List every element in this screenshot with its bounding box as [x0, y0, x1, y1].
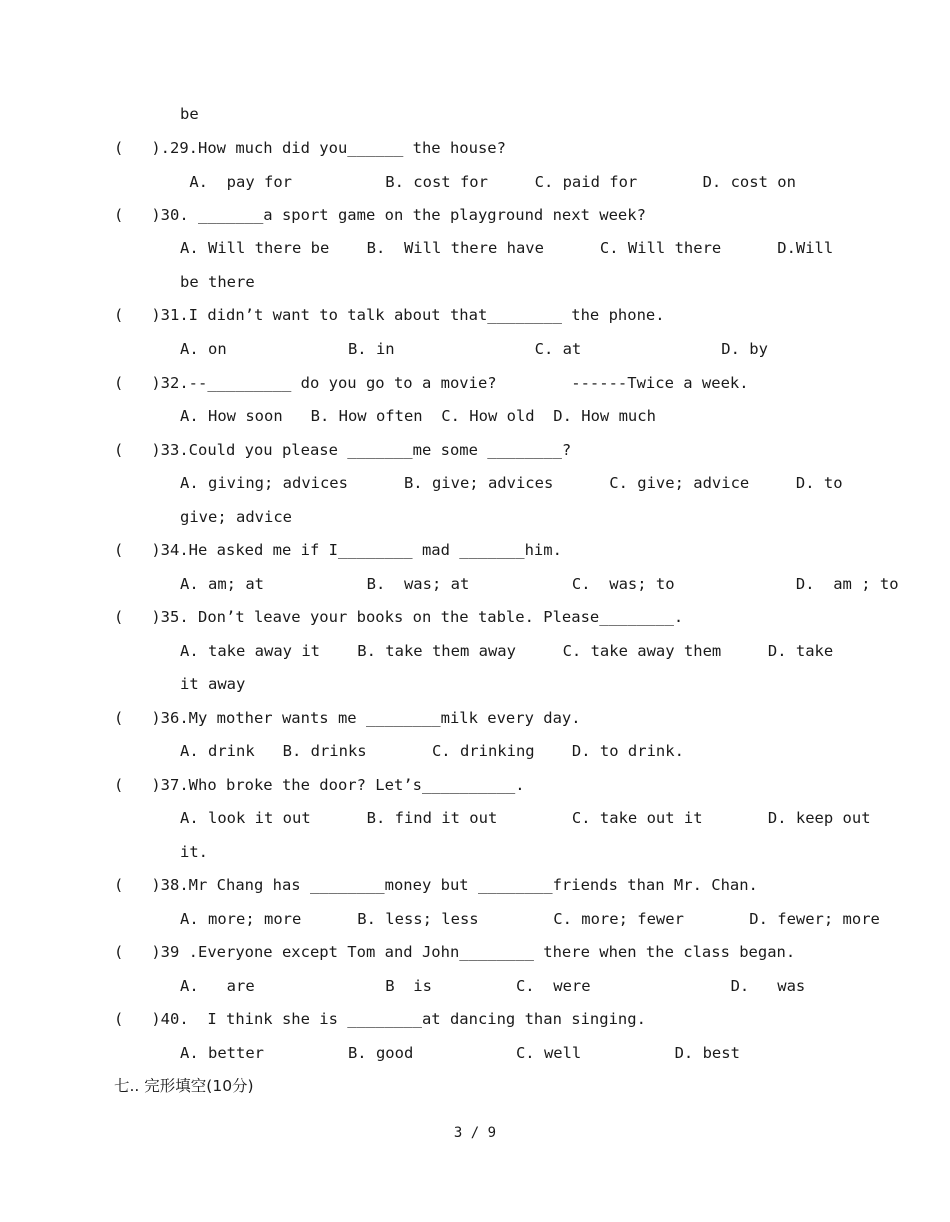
question-39: ( )39 .Everyone except Tom and John________ there when the class began.: [114, 943, 796, 961]
options-37: A. look it out B. find it out C. take out it D. keep out: [180, 809, 871, 827]
page-indicator: 3 / 9: [453, 1125, 497, 1141]
options-36: A. drink B. drinks C. drinking D. to drink.: [180, 742, 684, 760]
options-31: A. on B. in C. at D. by: [180, 340, 768, 358]
question-36: ( )36.My mother wants me ________milk every day.: [114, 709, 581, 727]
options-37-cont: it.: [180, 843, 208, 861]
options-40: A. better B. good C. well D. best: [180, 1044, 740, 1062]
question-40: ( )40. I think she is ________at dancing than singing.: [114, 1010, 646, 1028]
question-33: ( )33.Could you please _______me some ________?: [114, 441, 572, 459]
options-33-cont: give; advice: [180, 508, 292, 526]
section-heading: 七.. 完形填空(10分): [114, 1077, 254, 1095]
options-35: A. take away it B. take them away C. take away them D. take: [180, 642, 834, 660]
question-37: ( )37.Who broke the door? Let’s__________.: [114, 776, 525, 794]
question-31: ( )31.I didn’t want to talk about that________ the phone.: [114, 306, 665, 324]
text-line-1: be: [180, 105, 199, 123]
options-30-cont: be there: [180, 273, 255, 291]
options-34: A. am; at B. was; at C. was; to D. am ; to: [180, 575, 899, 593]
options-33: A. giving; advices B. give; advices C. give; advice D. to: [180, 474, 843, 492]
question-29: ( ).29.How much did you______ the house?: [114, 139, 506, 157]
question-38: ( )38.Mr Chang has ________money but ________friends than Mr. Chan.: [114, 876, 758, 894]
options-35-cont: it away: [180, 675, 246, 693]
question-35: ( )35. Don’t leave your books on the table. Please________.: [114, 608, 684, 626]
options-39: A. are B is C. were D. was: [180, 977, 806, 995]
options-38: A. more; more B. less; less C. more; fewer D. fewer; more: [180, 910, 880, 928]
options-30: A. Will there be B. Will there have C. Will there D.Will: [180, 239, 834, 257]
options-29: A. pay for B. cost for C. paid for D. cost on: [180, 173, 796, 191]
question-34: ( )34.He asked me if I________ mad _______him.: [114, 541, 562, 559]
question-30: ( )30. _______a sport game on the playground next week?: [114, 206, 646, 224]
question-32: ( )32.--_________ do you go to a movie? ------Twice a week.: [114, 374, 749, 392]
options-32: A. How soon B. How often C. How old D. How much: [180, 407, 656, 425]
